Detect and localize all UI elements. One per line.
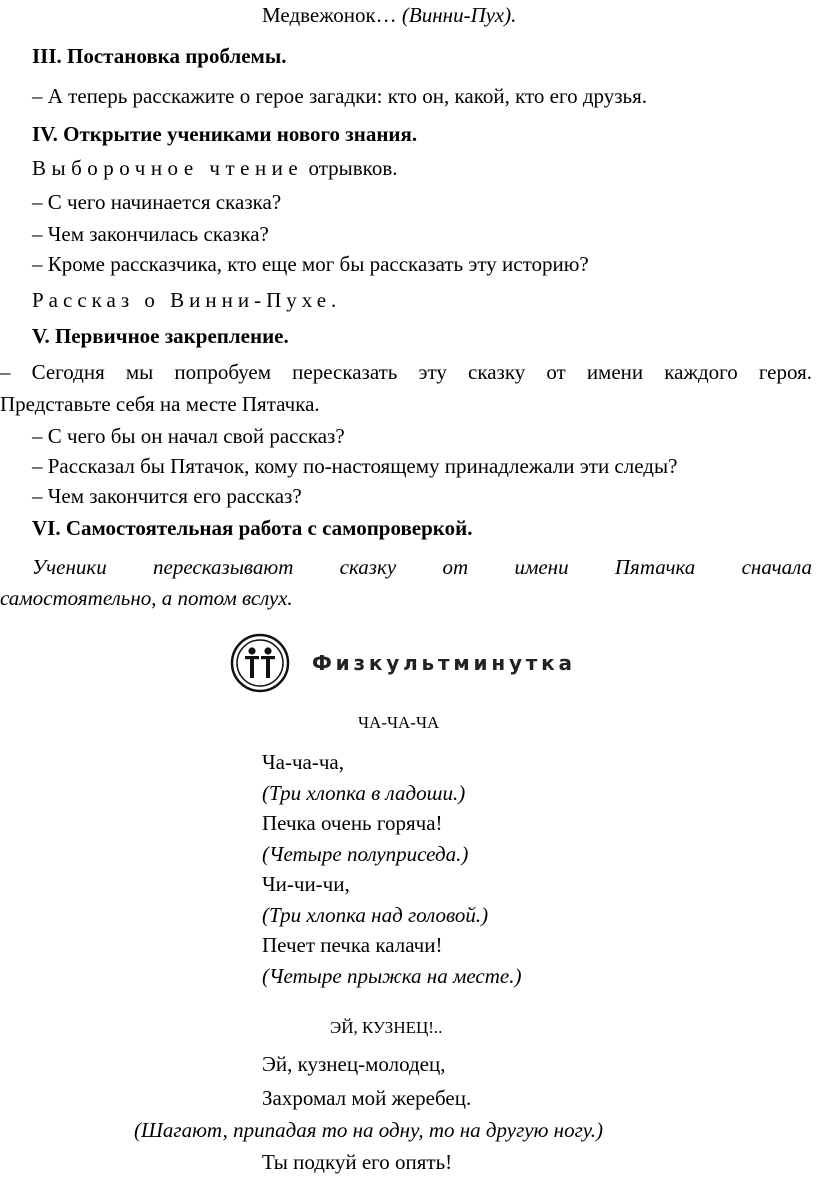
selective-reading-line	[32, 156, 397, 181]
poem-1-line: Ча-ча-ча,	[262, 750, 344, 774]
top-line-text: Медвежонок…	[262, 3, 402, 27]
poem-1-line: (Три хлопка над головой.)	[262, 902, 489, 927]
poem-1-line: (Четыре полуприседа.)	[262, 841, 469, 866]
section-3-line: – А теперь расскажите о герое загадки: кто он, какой, кто его друзья.	[32, 84, 648, 108]
section-6-heading: VI. Самостоятельная работа с самопроверкой.	[32, 516, 473, 540]
selective-reading-tail: отрывков.	[303, 156, 398, 180]
two-figures-circle-icon	[230, 633, 290, 693]
poem-2-line-4: Ты подкуй его опять!	[262, 1150, 453, 1174]
poem-1-line: Печка очень горяча!	[262, 811, 443, 835]
poem-1-line: (Четыре прыжка на месте.)	[262, 963, 522, 988]
top-line-italic: (Винни-Пух).	[401, 3, 517, 27]
section-4-question-3: – Кроме рассказчика, кто еще мог бы рассказать эту историю?	[32, 252, 589, 276]
section-5-paragraph-line-2: Представьте себя на месте Пятачка.	[0, 392, 320, 416]
poem-1-line: Чи-чи-чи,	[262, 872, 350, 896]
section-5-paragraph-line-1: – Сегодня мы попробуем пересказать эту сказку от имени каждого героя.	[0, 360, 812, 384]
section-5-question-2: – Рассказал бы Пятачок, кому по-настоящему принадлежали эти следы?	[32, 454, 678, 478]
section-4-question-1: – С чего начинается сказка?	[32, 190, 282, 214]
poem-2-line-1: Эй, кузнец-молодец,	[262, 1052, 446, 1076]
selective-reading-spaced: Выборочное чтение	[32, 156, 304, 180]
poem-2-line-3: (Шагают, припадая то на одну, то на другую ногу.)	[134, 1118, 604, 1142]
section-3-heading: III. Постановка проблемы.	[32, 44, 287, 68]
top-line	[262, 3, 516, 28]
section-4-heading: IV. Открытие учениками нового знания.	[32, 122, 418, 146]
poem-1-line: (Три хлопка в ладоши.)	[262, 780, 466, 805]
section-6-italic-line-1: Ученики пересказывают сказку от имени Пятачка сначала	[32, 555, 812, 579]
poem-1-title: ЧА-ЧА-ЧА	[358, 713, 440, 732]
physminute-header	[230, 632, 576, 694]
poem-1-line: Печет печка калачи!	[262, 933, 443, 957]
story-about-winnie: Рассказ о Винни-Пухе.	[32, 288, 342, 312]
section-4-question-2: – Чем закончилась сказка?	[32, 222, 269, 246]
physminute-title: Физкультминутка	[312, 651, 576, 675]
poem-2-title: ЭЙ, КУЗНЕЦ!..	[330, 1018, 443, 1037]
poem-2-line-2: Захромал мой жеребец.	[262, 1086, 472, 1110]
section-5-heading: V. Первичное закрепление.	[32, 324, 289, 348]
section-6-italic-line-2: самостоятельно, а потом вслух.	[0, 586, 293, 610]
section-5-question-3: – Чем закончится его рассказ?	[32, 484, 302, 508]
section-5-question-1: – С чего бы он начал свой рассказ?	[32, 424, 345, 448]
